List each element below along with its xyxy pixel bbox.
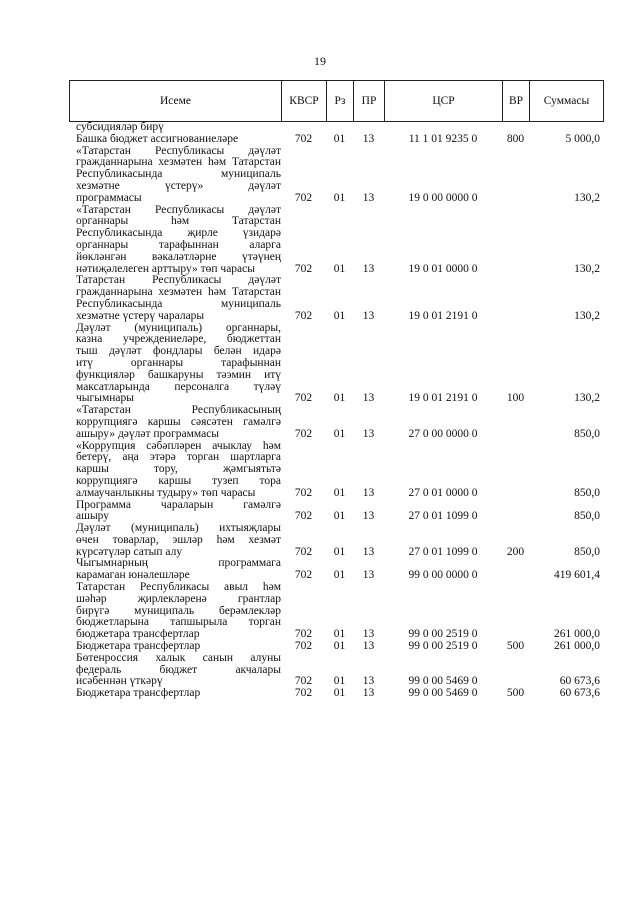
row-kvsr: 702 [294, 640, 313, 653]
row-pr: 13 [362, 392, 375, 405]
row-name-line: Бөтенроссия халык санын алуны [76, 651, 281, 664]
row-name-line: Республикасында муниципаль [76, 168, 281, 181]
row-name-line: Республикасында муниципаль [76, 297, 281, 310]
row-name-line: карамаган юнәлешләре [76, 569, 190, 582]
row-name [76, 275, 281, 322]
row-name-line: органнары тарафыннан аларга [76, 238, 281, 251]
row-vr: 200 [506, 545, 525, 558]
row-name-line: максатларында персоналга түләү [76, 380, 281, 393]
row-rz: 01 [333, 628, 346, 641]
row-name-line: Дәүләт (муниципаль) органнары, [76, 321, 281, 334]
row-name [76, 688, 281, 700]
row-name-line: программасы [76, 191, 142, 204]
row-kvsr: 702 [294, 687, 313, 700]
header-csr: ЦСР [385, 81, 503, 121]
row-name-line: Бюджетара трансфертлар [76, 640, 201, 653]
row-name-line: йөкләнгән вәкаләтләрне үтәүнең [76, 250, 281, 263]
row-kvsr: 702 [294, 191, 313, 204]
table-row [76, 205, 604, 276]
row-name-line: органнары һәм Татарстан [76, 215, 281, 228]
row-name [76, 146, 281, 205]
row-name-line: бетерү, аңа этәрә торган шартларга [76, 451, 281, 464]
row-name-line: гражданнарына хезмәтен һәм Татарстан [76, 156, 281, 169]
row-kvsr: 702 [294, 569, 313, 582]
row-name-line: Бюджетара трансфертлар [76, 687, 201, 700]
row-name-line: субсидияләр бирү [76, 121, 164, 133]
header-sum: Суммасы [543, 95, 590, 107]
row-csr: 99 0 00 2519 0 [408, 640, 478, 653]
row-kvsr: 702 [294, 132, 313, 145]
row-name-line: чыгымнары [76, 392, 134, 405]
row-rz: 01 [333, 675, 346, 688]
table-row [76, 146, 604, 205]
row-name-line: бюджетара трансфертлар [76, 628, 200, 641]
table-body [76, 122, 604, 700]
row-name-line: тыш дәүләт фондлары белән идарә [76, 345, 281, 358]
row-kvsr: 702 [294, 628, 313, 641]
row-csr: 99 0 00 5469 0 [408, 675, 478, 688]
row-name-line: ашыру» дәүләт программасы [76, 427, 220, 440]
row-sum: 850,0 [574, 545, 600, 558]
row-csr: 27 0 01 1099 0 [408, 545, 478, 558]
row-rz: 01 [333, 262, 346, 275]
row-name-line: гражданнарына хезмәтен һәм Татарстан [76, 286, 281, 299]
row-pr: 13 [362, 427, 375, 440]
row-name [76, 323, 281, 406]
row-pr: 13 [362, 675, 375, 688]
row-csr: 99 0 00 5469 0 [408, 687, 478, 700]
header-kvsr: КВСР [282, 81, 327, 121]
row-rz: 01 [333, 687, 346, 700]
row-rz: 01 [333, 191, 346, 204]
row-name-line: алмаучанлыкны тудыру» төп чарасы [76, 486, 256, 499]
table-row [76, 134, 604, 146]
row-name [76, 558, 281, 582]
row-name-line: хезмәтне үстерү» дәүләт [76, 179, 281, 192]
row-rz: 01 [333, 545, 346, 558]
table-row [76, 653, 604, 688]
table-row [76, 323, 604, 406]
row-pr: 13 [362, 262, 375, 275]
row-name-line: Башка бюджет ассигнованиеләре [76, 132, 239, 145]
row-sum: 261 000,0 [554, 640, 600, 653]
row-sum: 850,0 [574, 510, 600, 523]
row-name-line: итү органнары тарафыннан [76, 356, 281, 369]
header-vr: ВР [503, 81, 530, 121]
row-name-line: «Татарстан Республикасы дәүләт [76, 144, 281, 157]
row-vr: 500 [506, 640, 525, 653]
row-pr: 13 [362, 640, 375, 653]
row-name-line: каршы тору, җәмгыятьтә [76, 463, 281, 476]
row-sum: 5 000,0 [565, 132, 600, 145]
row-csr: 27 0 00 0000 0 [408, 427, 478, 440]
row-rz: 01 [333, 427, 346, 440]
row-kvsr: 702 [294, 309, 313, 322]
row-csr: 99 0 00 2519 0 [408, 628, 478, 641]
row-rz: 01 [333, 132, 346, 145]
row-sum: 130,2 [574, 191, 600, 204]
row-name-line: «Татарстан Республикасының [76, 404, 281, 417]
table-row [76, 523, 604, 558]
row-name-line: ашыру [76, 510, 110, 523]
row-kvsr: 702 [294, 392, 313, 405]
row-sum: 850,0 [574, 486, 600, 499]
row-sum: 130,2 [574, 262, 600, 275]
row-kvsr: 702 [294, 486, 313, 499]
row-rz: 01 [333, 309, 346, 322]
row-sum: 850,0 [574, 427, 600, 440]
row-rz: 01 [333, 510, 346, 523]
header-pr: ПР [354, 81, 385, 121]
row-csr: 99 0 00 0000 0 [408, 569, 478, 582]
page-number: 19 [314, 54, 326, 68]
row-name-line: бюджетларына тапшырыла торган [76, 616, 281, 629]
row-csr: 27 0 01 1099 0 [408, 510, 478, 523]
row-name [76, 500, 281, 524]
row-pr: 13 [362, 628, 375, 641]
row-kvsr: 702 [294, 262, 313, 275]
row-pr: 13 [362, 486, 375, 499]
row-kvsr: 702 [294, 510, 313, 523]
row-pr: 13 [362, 569, 375, 582]
row-name [76, 523, 281, 558]
row-name-line: коррупциягә каршы тузеп тора [76, 474, 281, 487]
row-name-line: күрсәтүләр сатып алу [76, 545, 183, 558]
table-row [76, 441, 604, 500]
row-vr: 800 [506, 132, 525, 145]
row-pr: 13 [362, 191, 375, 204]
row-pr: 13 [362, 687, 375, 700]
header-rz: Рз [327, 81, 354, 121]
row-name [76, 582, 281, 641]
row-pr: 13 [362, 309, 375, 322]
table-row [76, 500, 604, 524]
table-header [69, 80, 604, 122]
row-rz: 01 [333, 486, 346, 499]
row-sum: 60 673,6 [559, 675, 600, 688]
row-rz: 01 [333, 569, 346, 582]
row-name-line: хезмәтне үстерү чаралары [76, 309, 205, 322]
table-row [76, 275, 604, 322]
row-name [76, 134, 281, 146]
row-csr: 19 0 01 2191 0 [408, 392, 478, 405]
row-name-line: «Татарстан Республикасы дәүләт [76, 203, 281, 216]
row-sum: 130,2 [574, 309, 600, 322]
row-csr: 27 0 01 0000 0 [408, 486, 478, 499]
row-pr: 13 [362, 545, 375, 558]
row-sum: 60 673,6 [559, 687, 600, 700]
row-csr: 19 0 01 2191 0 [408, 309, 478, 322]
row-kvsr: 702 [294, 427, 313, 440]
row-rz: 01 [333, 392, 346, 405]
row-vr: 100 [506, 392, 525, 405]
row-name-line: Программа чараларын гамәлгә [76, 498, 281, 511]
row-name [76, 405, 281, 440]
row-name-line: Татарстан Республикасы дәүләт [76, 274, 281, 287]
row-name-line: функцияләр башкаруны тәэмин итү [76, 368, 281, 381]
row-rz: 01 [333, 640, 346, 653]
row-name-line: бирүгә муниципаль берәмлекләр [76, 604, 281, 617]
row-vr: 500 [506, 687, 525, 700]
row-name-line: «Коррупция сәбәпләрен ачыклау һәм [76, 439, 281, 452]
table-row [76, 582, 604, 641]
row-name-line: Чыгымнарның программага [76, 557, 281, 570]
row-name-line: шәһәр җирлекләренә грантлар [76, 592, 281, 605]
table-row [76, 405, 604, 440]
row-name-line: Республикасында җирле үзидарә [76, 227, 281, 240]
row-name [76, 205, 281, 276]
table-row [76, 688, 604, 700]
row-sum: 130,2 [574, 392, 600, 405]
row-name-line: коррупциягә каршы сәясәтен гамәлгә [76, 415, 281, 428]
row-sum: 261 000,0 [554, 628, 600, 641]
row-name-line: исәбеннән үткәрү [76, 675, 163, 688]
row-name-line: Дәүләт (муниципаль) ихтыяҗлары [76, 522, 281, 535]
row-name-line: өчен товарлар, эшләр һәм хезмәт [76, 533, 281, 546]
table-row [76, 558, 604, 582]
row-csr: 19 0 01 0000 0 [408, 262, 478, 275]
row-csr: 11 1 01 9235 0 [408, 132, 478, 145]
row-name [76, 441, 281, 500]
row-name [76, 653, 281, 688]
row-pr: 13 [362, 510, 375, 523]
row-pr: 13 [362, 132, 375, 145]
row-kvsr: 702 [294, 675, 313, 688]
row-sum: 419 601,4 [554, 569, 600, 582]
row-csr: 19 0 00 0000 0 [408, 191, 478, 204]
row-name-line: федераль бюджет акчалары [76, 663, 281, 676]
row-name-line: казна учреждениеләре, бюджеттан [76, 333, 281, 346]
header-name: Исеме [70, 81, 282, 121]
row-name-line: Татарстан Республикасы авыл һәм [76, 581, 281, 594]
row-kvsr: 702 [294, 545, 313, 558]
row-name-line: нәтиҗәлелеген арттыру» төп чарасы [76, 262, 255, 275]
